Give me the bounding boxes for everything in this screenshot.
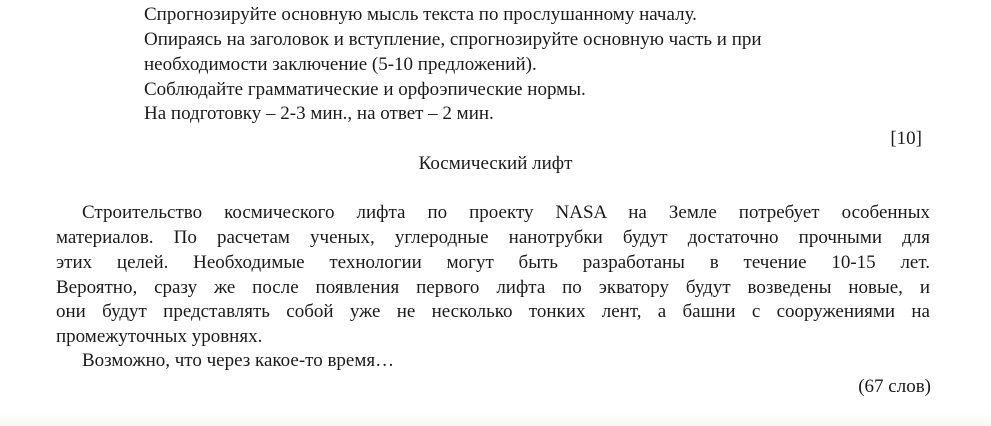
instruction-line-4: Соблюдайте грамматические и орфоэпические нормы. (144, 79, 586, 100)
instruction-line-3: необходимости заключение (5-10 предложений). (144, 54, 537, 75)
continuation-line: Возможно, что через какое-то время… (82, 350, 395, 371)
score-label: [10] (890, 128, 922, 149)
paragraph-line-2: материалов. По расчетам ученых, углеродные нанотрубки будут достаточно прочными для (56, 227, 930, 248)
paragraph-line-1: Строительство космического лифта по проекту NASA на Земле потребует особенных (82, 202, 930, 223)
instruction-line-5: На подготовку – 2-3 мин., на ответ – 2 мин. (144, 103, 494, 124)
paragraph-line-4: Вероятно, сразу же после появления первого лифта по экватору будут возведены новые, и (56, 277, 930, 298)
instruction-line-2: Опираясь на заголовок и вступление, спрогнозируйте основную часть и при (144, 29, 762, 50)
page-bottom-edge (0, 412, 991, 426)
paragraph-line-6: промежуточных уровнях. (56, 326, 263, 347)
text-title: Космический лифт (418, 153, 573, 174)
word-count: (67 слов) (858, 376, 931, 397)
instruction-line-1: Спрогнозируйте основную мысль текста по прослушанному началу. (144, 4, 697, 25)
paragraph-line-3: этих целей. Необходимые технологии могут быть разработаны в течение 10-15 лет. (56, 252, 930, 273)
paragraph-line-5: они будут представлять собой уже не несколько тонких лент, а башни с сооружениями на (56, 301, 930, 322)
